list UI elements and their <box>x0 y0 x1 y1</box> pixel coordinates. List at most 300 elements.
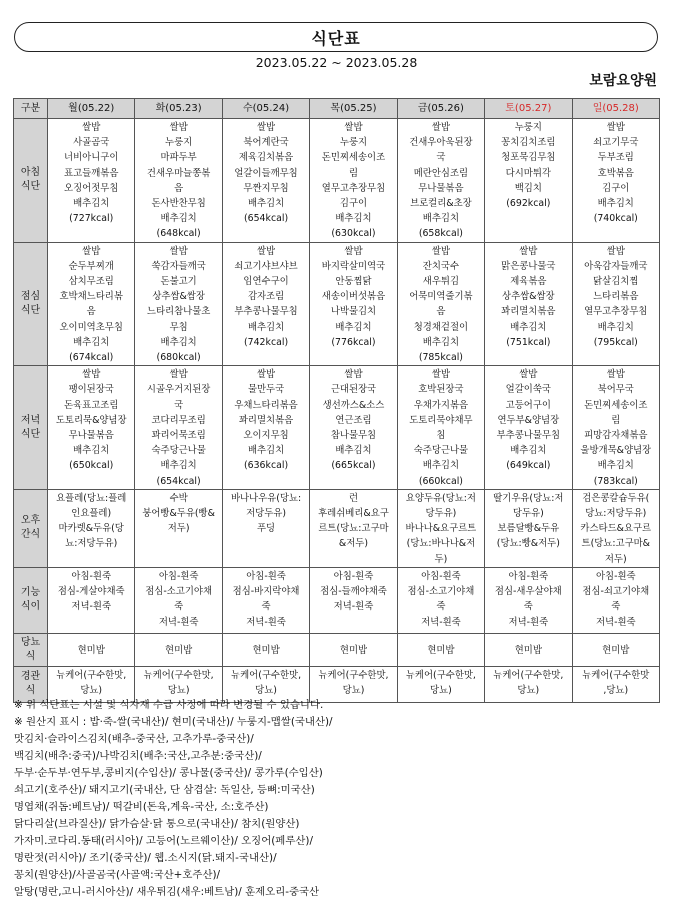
menu-item: 사골곰국 <box>73 137 110 149</box>
menu-cell <box>310 633 397 666</box>
menu-item: 아욱감자들깨국 <box>584 260 648 272</box>
menu-item: (당뇨:빵&저두) <box>496 538 560 550</box>
menu-item: 쌀밥 <box>519 245 538 257</box>
menu-item: 메란안심조림 <box>413 167 469 179</box>
menu-cell <box>397 366 484 490</box>
menu-cell <box>397 633 484 666</box>
menu-cell <box>48 242 135 366</box>
row-label-line: 아침 <box>20 167 41 179</box>
menu-item: 쌀밥 <box>256 122 276 133</box>
menu-item: 두) <box>434 553 448 565</box>
row-label-line: 저녁 <box>20 414 41 426</box>
menu-cell <box>135 242 222 366</box>
row-label-line: 식단 <box>20 181 41 193</box>
menu-item: 국 <box>174 399 184 411</box>
menu-item: 김구이 <box>602 182 630 194</box>
menu-item: (674kcal) <box>69 352 114 364</box>
menu-cell <box>572 242 659 366</box>
menu-item: 음 <box>174 182 184 194</box>
menu-item: 너비아니구이 <box>64 152 119 164</box>
menu-item: 쌀밥 <box>344 369 363 381</box>
menu-cell <box>135 633 222 666</box>
menu-item: 아침-흰죽 <box>421 570 461 582</box>
menu-item: 당뇨:저당두유) <box>585 508 647 520</box>
row-label <box>14 567 48 633</box>
menu-item: 저녁-흰죽 <box>158 616 199 628</box>
menu-item: 돈육표고조림 <box>64 399 119 411</box>
menu-item: 죽 <box>611 601 621 613</box>
menu-item: 느타리참나물초 <box>146 306 211 318</box>
menu-item: 저녁-흰죽 <box>246 616 286 628</box>
menu-item: (당뇨:바나나&저 <box>406 538 476 550</box>
menu-item: 점심-바지락야채 <box>232 586 300 598</box>
menu-item: 쌀밥 <box>169 369 188 381</box>
menu-item: 배추김치 <box>422 213 460 225</box>
menu-item: (692kcal) <box>506 198 551 210</box>
menu-item: 수박 <box>169 492 188 504</box>
menu-item: 쌀밥 <box>256 245 276 257</box>
note-line: 꽁치(원양산)/사골곰국(사골액:국산+호주산)/ <box>14 869 221 881</box>
menu-item: 당뇨) <box>167 685 190 697</box>
menu-item: (665kcal) <box>331 460 376 472</box>
menu-item: 배추김치 <box>597 198 634 210</box>
row-label <box>14 242 48 366</box>
menu-item: 근대된장국 <box>330 384 377 396</box>
menu-item: 쌀밥 <box>431 122 450 133</box>
menu-item: 누룽지 <box>165 137 193 149</box>
menu-item: 팽이된장국 <box>68 384 114 396</box>
meal-row <box>14 242 660 366</box>
menu-item: 현미밥 <box>339 644 368 656</box>
menu-cell <box>485 242 572 366</box>
menu-item: 저당두유) <box>246 508 286 520</box>
menu-cell <box>48 366 135 490</box>
menu-item: 배추김치 <box>73 198 110 210</box>
menu-item: 당뇨) <box>430 685 452 697</box>
menu-cell <box>310 567 397 633</box>
menu-item: 생선까스&소스 <box>322 399 385 411</box>
menu-cell <box>485 119 572 243</box>
menu-item: 누룽지 <box>339 137 368 149</box>
menu-item: 배추김치 <box>247 198 285 210</box>
menu-item: 배추김치 <box>422 460 460 472</box>
day-header: 화(05.23) <box>135 99 222 119</box>
menu-item: 쌀밥 <box>519 369 538 381</box>
menu-cell <box>48 119 135 243</box>
menu-item: 점심-게살야채죽 <box>57 586 125 598</box>
menu-item: 쌀밥 <box>606 245 625 257</box>
menu-item: 런 <box>348 492 358 504</box>
row-label-line: 경관 <box>20 671 41 683</box>
menu-item: 점심-소고기야채 <box>407 586 475 598</box>
menu-item: 열무고추장무침 <box>321 182 386 194</box>
note-line: 닭다리살(브라질산)/ 닭가슴살·닭 통으로(국내산)/ 참치(원양산) <box>14 818 300 830</box>
menu-cell <box>48 567 135 633</box>
menu-item: 배추김치 <box>510 321 547 333</box>
day-header: 금(05.26) <box>397 99 484 119</box>
menu-item: 얼갈이들깨무침 <box>234 167 298 179</box>
menu-item: 아침-흰죽 <box>508 570 549 582</box>
menu-cell <box>310 489 397 567</box>
menu-item: 상추쌈&쌈장 <box>502 291 555 303</box>
menu-item: 브로컬리&초장 <box>410 198 472 210</box>
menu-item: 뉴케어(구수한맛, <box>143 669 214 681</box>
menu-item: 아침-흰죽 <box>158 570 199 582</box>
menu-cell <box>135 489 222 567</box>
menu-item: 배추김치 <box>597 321 634 333</box>
menu-item: 숙주당근나물 <box>151 445 206 457</box>
menu-item: 아침-흰죽 <box>595 570 636 582</box>
menu-item: 도토리묵&양념장 <box>55 414 127 426</box>
menu-item: 배추김치 <box>335 213 372 225</box>
meal-row <box>14 633 660 666</box>
menu-cell <box>485 633 572 666</box>
menu-item: 호박채느타리볶 <box>59 291 123 303</box>
menu-item: 새송이버섯볶음 <box>321 291 386 303</box>
menu-item: 현미밥 <box>77 644 105 656</box>
menu-cell <box>485 489 572 567</box>
page-title: 식단표 <box>311 28 361 48</box>
menu-item: 뉴케어(구수한맛, <box>493 669 564 681</box>
row-label-line: 당뇨 <box>20 636 41 648</box>
notes-section <box>14 697 664 901</box>
menu-item: 울방개묵&양념장 <box>580 445 652 457</box>
menu-item: (654kcal) <box>156 475 201 487</box>
menu-item: 쇠고기샤브샤브 <box>234 260 298 272</box>
menu-cell <box>572 366 659 490</box>
row-label-line: 식 <box>25 650 36 662</box>
menu-item: 김구이 <box>339 198 368 210</box>
day-header: 토(05.27) <box>485 99 572 119</box>
menu-item: 새우튀김 <box>422 276 460 288</box>
menu-item: 감자조림 <box>247 291 285 303</box>
menu-item: 쌀밥 <box>606 122 625 133</box>
row-label-line: 식 <box>25 685 36 697</box>
day-header: 목(05.25) <box>310 99 397 119</box>
menu-item: 참나물무침 <box>330 430 377 442</box>
menu-item: 저녁-흰죽 <box>421 616 461 628</box>
menu-item: 후레쉬베리&요구 <box>318 508 389 520</box>
menu-cell <box>222 489 309 567</box>
menu-item: 당뇨) <box>517 685 540 697</box>
menu-item: 쌀밥 <box>169 122 188 133</box>
meal-row <box>14 489 660 567</box>
menu-item: (680kcal) <box>156 352 201 364</box>
menu-item: 아침-흰죽 <box>333 570 374 582</box>
note-line: 명엽채(쥐돔:베트남)/ 떡갈비(돈육,계육-국산, 소:호주산) <box>14 801 269 813</box>
note-line: 알탕(명란,고니-러시아산)/ 새우튀김(새우:베트남)/ 훈제오리-중국산 <box>14 886 320 898</box>
menu-item: 현미밥 <box>252 644 280 656</box>
menu-cell <box>310 366 397 490</box>
menu-item: 무침 <box>169 321 188 333</box>
menu-item: 느타리볶음 <box>593 291 639 303</box>
menu-item: 저녁-흰죽 <box>333 601 374 613</box>
menu-item: 쌀밥 <box>344 245 363 257</box>
meal-row <box>14 567 660 633</box>
menu-item: 오징어젓무침 <box>64 182 119 194</box>
menu-cell <box>48 489 135 567</box>
menu-item: 쌀밥 <box>169 245 188 257</box>
menu-item: 배추김치 <box>335 321 372 333</box>
menu-item: (630kcal) <box>331 228 376 240</box>
menu-item: 두부조림 <box>597 152 634 164</box>
menu-item: 배추김치 <box>160 460 197 472</box>
menu-item: 배추김치 <box>247 445 285 457</box>
menu-item: 뉴케어(구수한맛, <box>405 669 476 681</box>
menu-item: 쌀밥 <box>82 369 101 381</box>
menu-cell <box>222 567 309 633</box>
menu-item: 임연수구이 <box>243 276 289 288</box>
menu-item: 점심-새우살야채 <box>494 586 562 598</box>
menu-item: (783kcal) <box>593 475 638 487</box>
day-header: 수(05.24) <box>222 99 309 119</box>
menu-item: 제육볶음 <box>510 276 547 288</box>
menu-item: 요양두유(당뇨:저 <box>405 492 476 504</box>
menu-item: 뉴케어(구수한맛, <box>231 669 302 681</box>
menu-item: 마파두부 <box>160 152 197 164</box>
menu-item: 배추김치 <box>160 336 197 348</box>
facility-name: 보람요양원 <box>589 73 657 89</box>
corner-header: 구분 <box>14 99 48 119</box>
menu-item: 순두부찌개 <box>68 260 114 272</box>
menu-item: 돈불고기 <box>160 276 197 288</box>
menu-item: 청포묵김무침 <box>501 152 556 164</box>
menu-item: 현미밥 <box>602 644 630 656</box>
menu-item: 쌀밥 <box>344 122 363 133</box>
note-line: 가자미.코다리.동태(러시아)/ 고등어(노르웨이산)/ 오징어(페루산)/ <box>14 835 313 847</box>
menu-item: 배추김치 <box>247 321 285 333</box>
menu-item: 저녁-흰죽 <box>595 616 636 628</box>
note-line: 명란젓(러시아)/ 조기(중국산)/ 웹.소시지(닭.돼지-국내산)/ <box>14 852 277 864</box>
menu-item: 꽈리어묵조림 <box>151 430 206 442</box>
menu-item: 북어계란국 <box>243 137 289 149</box>
menu-item: 어묵미역줄기볶 <box>409 291 473 303</box>
menu-item: 꽈리멸치볶음 <box>238 414 294 426</box>
menu-item: 뉴케어(구수한맛, <box>318 669 389 681</box>
menu-item: 잔치국수 <box>422 260 460 272</box>
menu-item: 도토리묵야채무 <box>409 414 473 426</box>
menu-item: 나박물김치 <box>330 306 377 318</box>
row-label <box>14 633 48 666</box>
row-label-line: 식단 <box>20 428 41 440</box>
menu-item: 표고들깨볶음 <box>64 167 119 179</box>
menu-item: 현미밥 <box>514 644 542 656</box>
menu-cell <box>397 119 484 243</box>
menu-item: 마카렛&두유(당 <box>58 523 124 535</box>
menu-item: 죽 <box>523 601 533 613</box>
menu-item: 뉴케어(구수한맛 <box>582 669 650 681</box>
row-label-line: 식이 <box>20 601 41 613</box>
menu-item: 트(당뇨:고구마& <box>581 538 650 550</box>
menu-item: 점심-쇠고기야채 <box>582 586 650 598</box>
menu-item: ,당뇨) <box>603 685 629 697</box>
menu-item: 바나나&요구르트 <box>405 523 477 535</box>
menu-item: 당뇨) <box>80 685 103 697</box>
menu-item: 림 <box>348 167 358 179</box>
menu-item: 안동찜닭 <box>335 276 372 288</box>
menu-item: 음 <box>436 306 446 318</box>
menu-item: 우채가지볶음 <box>413 399 469 411</box>
menu-item: 오이미역초무침 <box>59 321 123 333</box>
table-body <box>14 119 660 703</box>
menu-cell <box>310 119 397 243</box>
menu-item: 요플레(당뇨:플레 <box>56 492 127 504</box>
menu-item: 코다리무조림 <box>151 414 206 426</box>
menu-item: 쌀밥 <box>82 245 101 257</box>
menu-item: 무나물볶음 <box>68 430 114 442</box>
menu-item: 쌀밥 <box>606 369 625 381</box>
menu-cell <box>572 633 659 666</box>
menu-item: 아침-흰죽 <box>246 570 286 582</box>
menu-item: 점심-소고기야채 <box>145 586 213 598</box>
menu-item: (650kcal) <box>69 460 114 472</box>
menu-cell <box>222 242 309 366</box>
menu-item: 배추김치 <box>335 445 372 457</box>
menu-item: 쌀밥 <box>431 245 450 257</box>
meal-row <box>14 119 660 243</box>
row-label-line: 기능 <box>20 587 41 599</box>
menu-cell <box>222 119 309 243</box>
menu-item: 삼치무조림 <box>68 276 114 288</box>
row-label-line: 식단 <box>20 304 41 316</box>
menu-item: (751kcal) <box>506 336 551 348</box>
row-label-line: 간식 <box>20 529 41 541</box>
menu-item: 호박된장국 <box>418 384 464 396</box>
menu-item: 바나나우유(당뇨: <box>230 492 302 504</box>
menu-cell <box>135 366 222 490</box>
menu-item: 붕어빵&두유(빵& <box>142 508 215 520</box>
menu-item: (795kcal) <box>593 336 638 348</box>
menu-item: 배추김치 <box>510 445 547 457</box>
menu-item: 저두) <box>604 553 627 565</box>
menu-item: 청경채겉절이 <box>413 321 469 333</box>
menu-item: 당두유) <box>512 508 544 520</box>
menu-item: 쇠고기무국 <box>593 137 639 149</box>
menu-item: 당두유) <box>425 508 457 520</box>
menu-item: 죽 <box>436 601 446 613</box>
menu-item: 죽 <box>174 601 184 613</box>
menu-item: 보름달빵&두유 <box>497 523 560 535</box>
menu-cell <box>397 489 484 567</box>
menu-cell <box>485 366 572 490</box>
menu-item: 딸기우유(당뇨:저 <box>493 492 564 504</box>
menu-item: 뇨:저당두유) <box>65 538 118 550</box>
menu-item: 쌀밥 <box>431 369 450 381</box>
menu-item: 연두부&양념장 <box>497 414 560 426</box>
menu-item: 오이지무침 <box>243 430 289 442</box>
row-label-line: 오후 <box>20 515 41 527</box>
menu-item: 르트(당뇨:고구마 <box>318 523 389 535</box>
menu-item: 인요플레) <box>71 508 112 520</box>
menu-item: 건새우마늘쫑볶 <box>146 167 211 179</box>
menu-item: 얼갈이쑥국 <box>505 384 551 396</box>
menu-item: (776kcal) <box>331 336 376 348</box>
menu-item: 배추김치 <box>160 213 197 225</box>
menu-item: (648kcal) <box>156 228 201 240</box>
note-line: ※ 원산지 표시 : 밥·죽-쌀(국내산)/ 현미(국내산)/ 누룽지-맵쌀(국내산)/ <box>14 716 333 728</box>
day-header: 월(05.22) <box>48 99 135 119</box>
menu-item: 무나물볶음 <box>418 182 464 194</box>
menu-item: 피망감자채볶음 <box>584 430 648 442</box>
menu-item: 돈민찌세송이조 <box>321 152 386 164</box>
menu-item: (740kcal) <box>593 213 638 225</box>
menu-item: 현미밥 <box>427 644 455 656</box>
day-header: 일(05.28) <box>572 99 659 119</box>
menu-item: (660kcal) <box>418 475 463 487</box>
meal-plan-table <box>13 98 660 703</box>
menu-item: 열무고추장무침 <box>584 306 648 318</box>
menu-item: (742kcal) <box>243 336 289 348</box>
menu-item: 배추김치 <box>73 336 110 348</box>
menu-item: 죽 <box>261 601 271 613</box>
menu-item: 호박볶음 <box>597 167 634 179</box>
menu-title-box <box>14 22 658 52</box>
row-label <box>14 366 48 490</box>
menu-cell <box>310 242 397 366</box>
menu-item: 배추김치 <box>73 445 110 457</box>
menu-item: 뉴케어(구수한맛, <box>56 669 127 681</box>
note-line: 쇠고기(호주산)/ 돼지고기(국내산, 단 삼겹살: 독일산, 등뼈:미국산) <box>14 784 315 796</box>
meal-row <box>14 366 660 490</box>
row-label <box>14 489 48 567</box>
menu-cell <box>485 567 572 633</box>
note-line: ※ 위 식단표는 시설 및 식자재 수급 사정에 따라 변경될 수 있습니다. <box>14 699 324 711</box>
menu-item: 쌀밥 <box>82 122 101 133</box>
menu-item: 누룽지 <box>514 122 542 133</box>
menu-item: 푸딩 <box>256 523 276 535</box>
menu-item: 점심-들깨야채죽 <box>320 586 387 598</box>
menu-item: 국 <box>436 152 446 164</box>
menu-item: 아침-흰죽 <box>71 570 112 582</box>
row-label <box>14 119 48 243</box>
menu-item: 꽈리멸치볶음 <box>501 306 556 318</box>
menu-item: 건새우아욱된장 <box>409 137 473 149</box>
menu-item: (727kcal) <box>69 213 114 225</box>
menu-item: 시골우거지된장 <box>146 384 211 396</box>
menu-item: 고등어구이 <box>505 399 551 411</box>
menu-item: (654kcal) <box>243 213 289 225</box>
menu-item: 배추김치 <box>597 460 634 472</box>
menu-item: 검은콩칼슘두유( <box>582 492 650 504</box>
menu-cell <box>397 242 484 366</box>
menu-cell <box>572 119 659 243</box>
menu-cell <box>397 567 484 633</box>
menu-item: 닭살김치찜 <box>593 276 639 288</box>
menu-item: 당뇨) <box>255 685 277 697</box>
menu-item: 맑은콩나물국 <box>501 260 556 272</box>
note-line: 두부·순두부·연두부,콩비지(수입산)/ 콩나물(중국산)/ 콩가루(수입산) <box>14 767 323 779</box>
menu-item: 돈민찌세송이조 <box>584 399 648 411</box>
menu-cell <box>572 567 659 633</box>
menu-item: 림 <box>611 414 621 426</box>
note-line: 백김치(배추:중국)/나박김치(배추:국산,고추분:중국산)/ <box>14 750 262 762</box>
menu-item: (785kcal) <box>418 352 463 364</box>
menu-item: 저녁-흰죽 <box>71 601 112 613</box>
note-line: 맛김치·슬라이스김치(배추-중국산, 고추가루-중국산)/ <box>14 733 254 745</box>
menu-item: 물만두국 <box>247 384 285 396</box>
menu-item: 침 <box>436 430 446 442</box>
menu-item: 배추김치 <box>422 336 460 348</box>
menu-item: 당뇨) <box>342 685 365 697</box>
menu-item: 다시마튀각 <box>505 167 551 179</box>
menu-item: 현미밥 <box>165 644 193 656</box>
menu-item: 쑥감자들깨국 <box>151 260 206 272</box>
date-range: 2023.05.22 ~ 2023.05.28 <box>255 55 418 70</box>
menu-item: 저녁-흰죽 <box>508 616 549 628</box>
menu-cell <box>572 489 659 567</box>
menu-item: 부추콩나물무침 <box>234 306 298 318</box>
menu-item: 북어무국 <box>597 384 634 396</box>
